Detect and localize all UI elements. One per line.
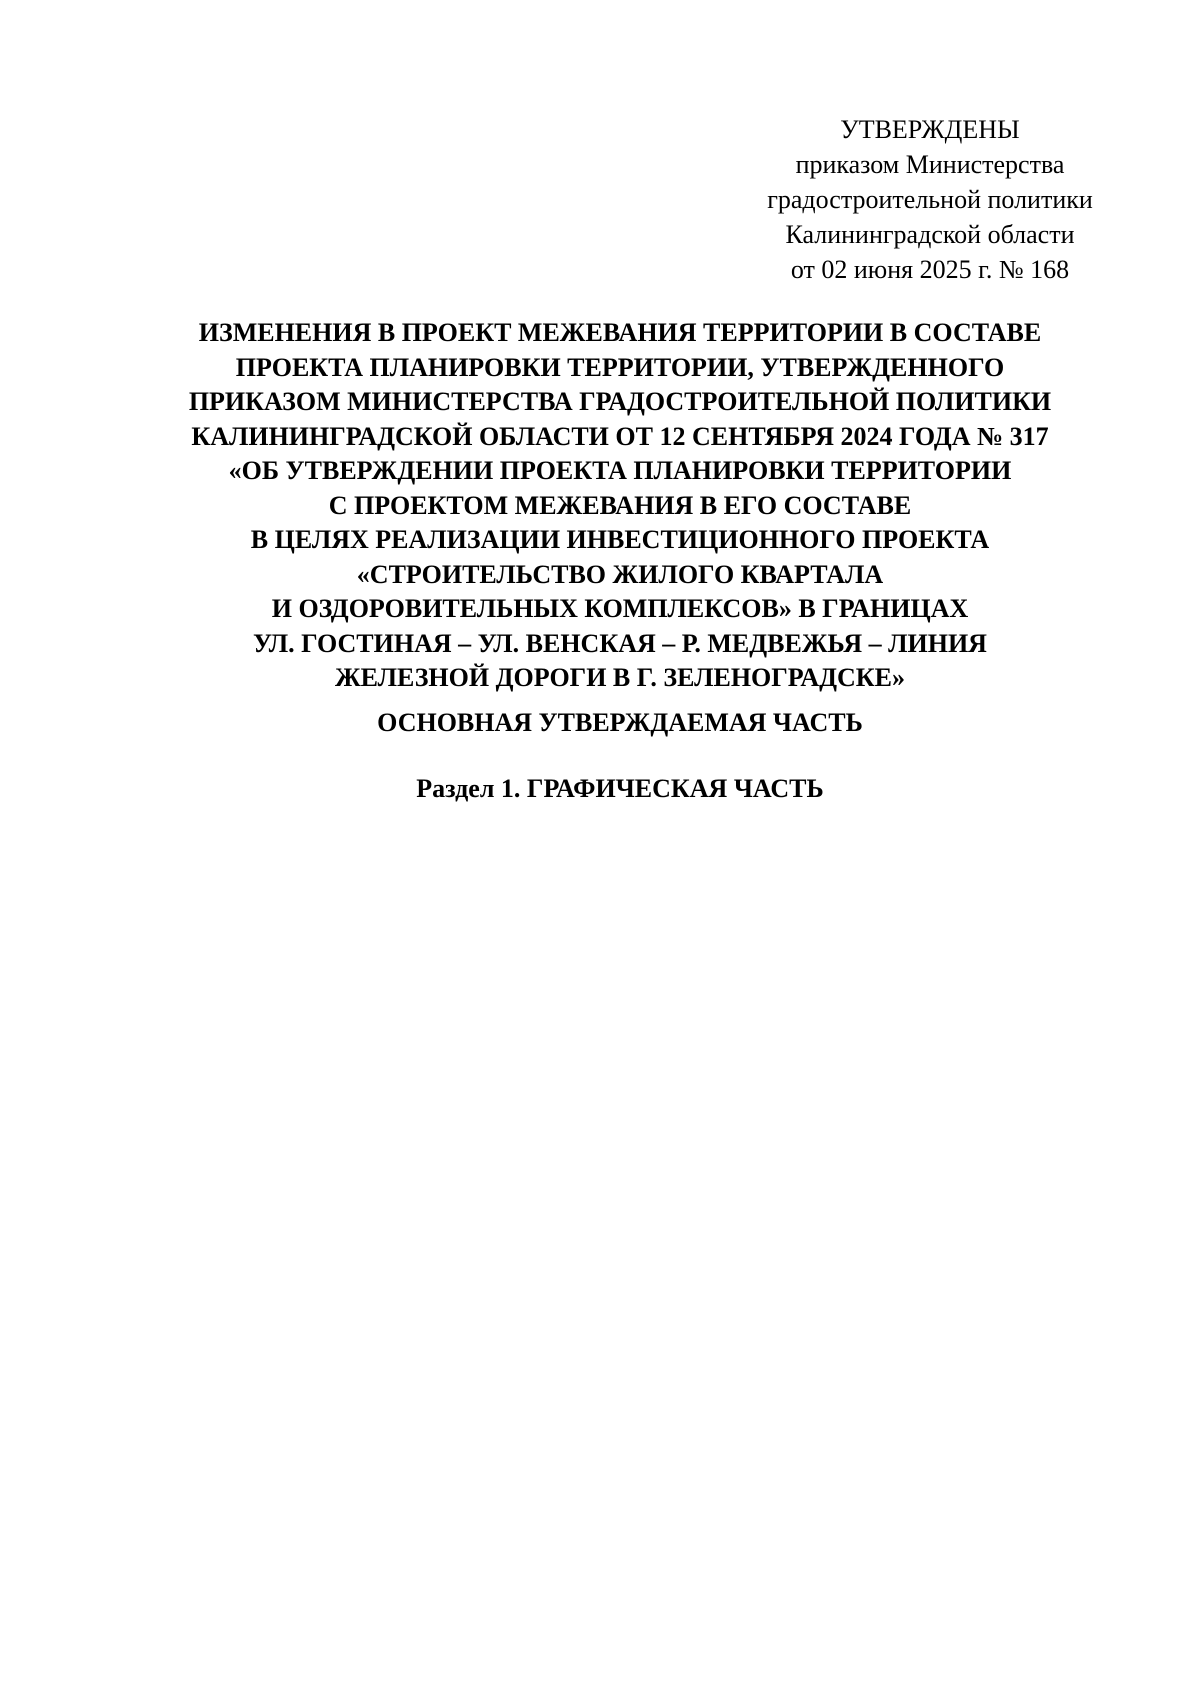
- title-line: «ОБ УТВЕРЖДЕНИИ ПРОЕКТА ПЛАНИРОВКИ ТЕРРИТОРИИ: [228, 456, 1012, 485]
- title-line: ЖЕЛЕЗНОЙ ДОРОГИ В Г. ЗЕЛЕНОГРАДСКЕ»: [334, 663, 906, 692]
- title-line: С ПРОЕКТОМ МЕЖЕВАНИЯ В ЕГО СОСТАВЕ: [328, 490, 912, 520]
- approval-line-date: от 02 июня 2025 г. № 168: [790, 255, 1070, 284]
- approval-line-policy: градостроительной политики: [767, 185, 1093, 214]
- approval-stamp-block: [745, 112, 1115, 287]
- approval-line-approved: УТВЕРЖДЕНЫ: [840, 115, 1020, 144]
- title-line: ИЗМЕНЕНИЯ В ПРОЕКТ МЕЖЕВАНИЯ ТЕРРИТОРИИ В СОСТАВЕ: [198, 318, 1042, 347]
- title-line: «СТРОИТЕЛЬСТВО ЖИЛОГО КВАРТАЛА: [356, 559, 884, 589]
- title-line: УЛ. ГОСТИНАЯ – УЛ. ВЕНСКАЯ – Р. МЕДВЕЖЬЯ – ЛИНИЯ: [253, 628, 987, 658]
- title-line: В ЦЕЛЯХ РЕАЛИЗАЦИИ ИНВЕСТИЦИОННОГО ПРОЕКТА: [250, 525, 990, 554]
- title-line: ПРОЕКТА ПЛАНИРОВКИ ТЕРРИТОРИИ, УТВЕРЖДЕННОГО: [235, 352, 1005, 382]
- approval-line-region: Калининградской области: [785, 220, 1075, 249]
- approval-line-order: приказом Министерства: [795, 150, 1065, 179]
- title-line: И ОЗДОРОВИТЕЛЬНЫХ КОМПЛЕКСОВ» В ГРАНИЦАХ: [271, 594, 969, 623]
- title-line: КАЛИНИНГРАДСКОЙ ОБЛАСТИ ОТ 12 СЕНТЯБРЯ 2024 ГОДА № 317: [191, 421, 1049, 451]
- part-heading: ОСНОВНАЯ УТВЕРЖДАЕМАЯ ЧАСТЬ: [377, 708, 863, 737]
- title-line: ПРИКАЗОМ МИНИСТЕРСТВА ГРАДОСТРОИТЕЛЬНОЙ ПОЛИТИКИ: [188, 387, 1052, 416]
- section-heading: Раздел 1. ГРАФИЧЕСКАЯ ЧАСТЬ: [416, 774, 824, 803]
- document-title: [120, 316, 1120, 696]
